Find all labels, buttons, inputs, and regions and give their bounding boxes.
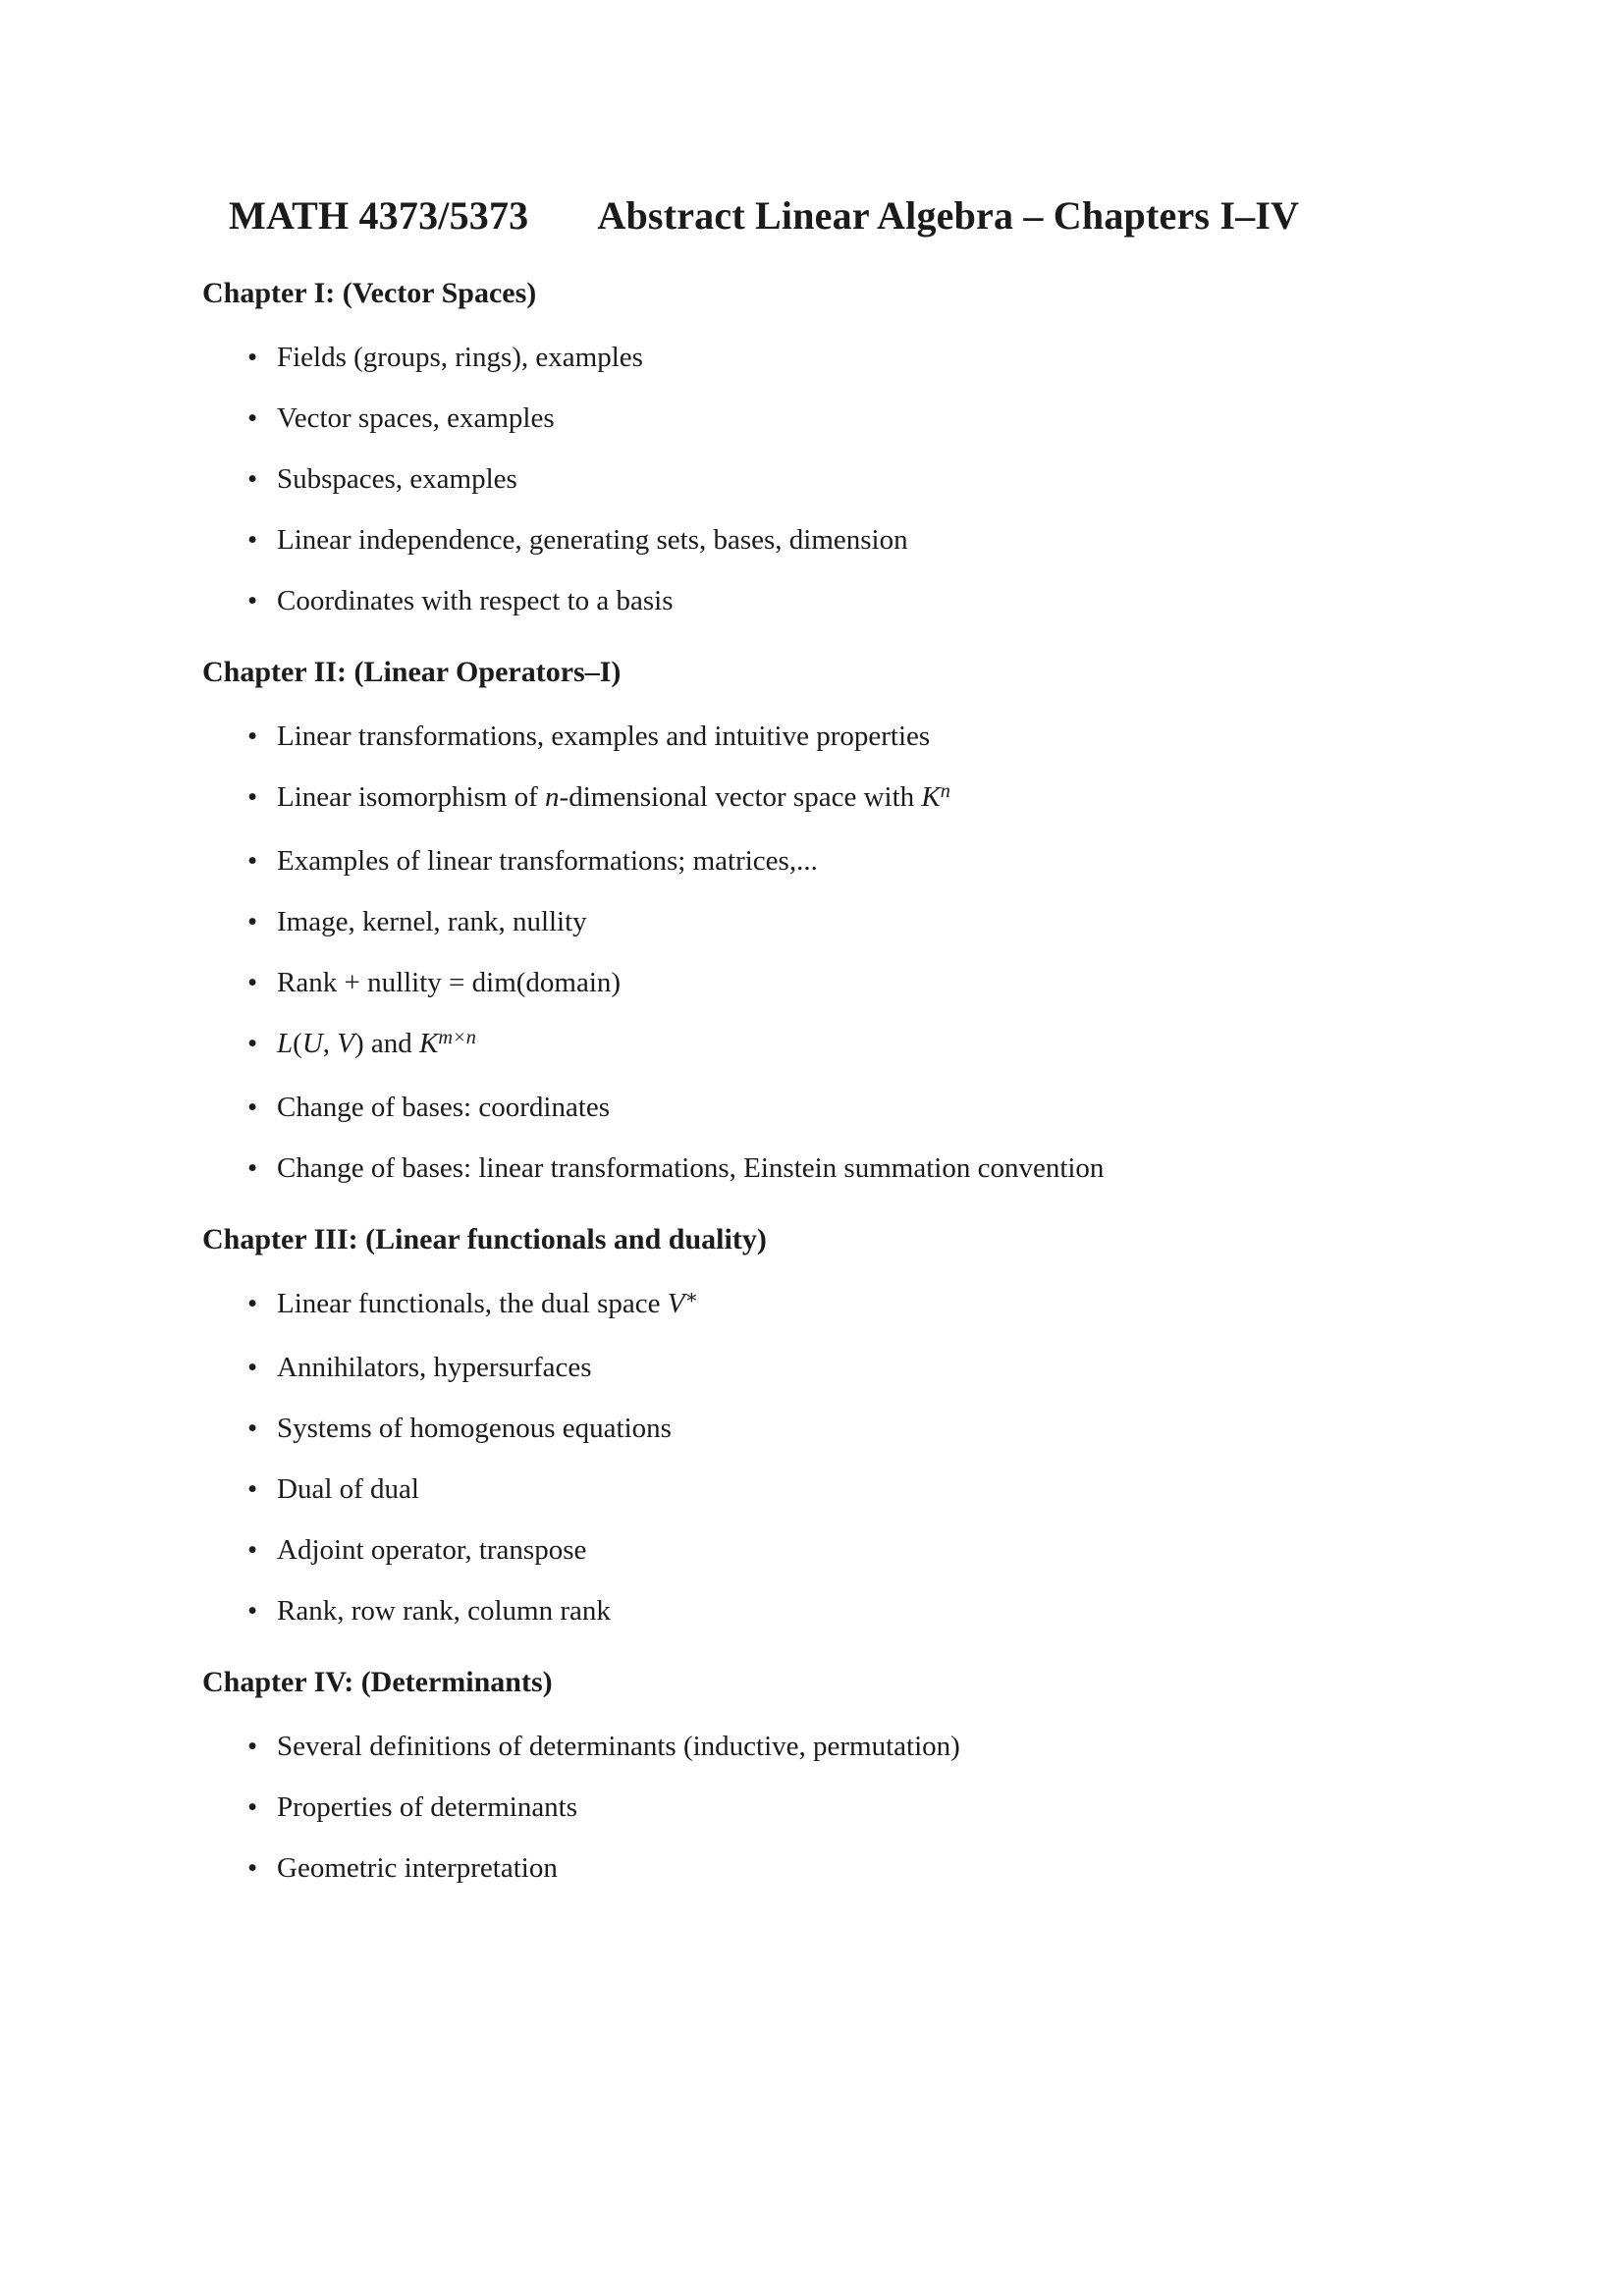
list-item xyxy=(247,905,1477,938)
bullet-list xyxy=(202,1287,1477,1628)
bullet-icon: • xyxy=(247,524,258,556)
document-title xyxy=(229,0,1506,239)
text-run: Annihilators, hypersurfaces xyxy=(277,1352,592,1383)
list-item xyxy=(247,1026,1477,1063)
text-run: Systems of homogenous equations xyxy=(277,1413,672,1444)
chapter-section xyxy=(202,655,1477,1185)
list-item xyxy=(247,523,1477,557)
list-item xyxy=(247,1851,1477,1885)
text-run: Change of bases: linear transformations, Einstein summation convention xyxy=(277,1152,1105,1184)
text-run: Rank + nullity = dim(domain) xyxy=(277,967,622,998)
text-run: Fields (groups, rings), examples xyxy=(277,342,643,373)
bullet-icon: • xyxy=(247,1152,258,1184)
bullet-icon: • xyxy=(247,1852,258,1884)
text-run: Dual of dual xyxy=(277,1473,419,1505)
bullet-icon: • xyxy=(247,463,258,495)
list-item xyxy=(247,779,1477,817)
list-item xyxy=(247,1151,1477,1185)
text-run: ) and xyxy=(353,1028,420,1059)
text-run: Change of bases: coordinates xyxy=(277,1092,611,1123)
chapter-heading: Chapter IV: (Determinants) xyxy=(202,1666,553,1698)
list-item xyxy=(247,341,1477,374)
list-item xyxy=(247,1351,1477,1384)
text-run: Linear functionals, the dual space xyxy=(277,1288,668,1319)
list-item xyxy=(247,462,1477,496)
bullet-icon: • xyxy=(247,781,258,813)
text-run: n xyxy=(940,779,950,802)
bullet-icon: • xyxy=(247,906,258,937)
bullet-icon: • xyxy=(247,342,258,373)
chapter-section xyxy=(202,1665,1477,1885)
course-code: MATH 4373/5373 xyxy=(229,193,529,238)
list-item xyxy=(247,966,1477,999)
text-run: Vector spaces, examples xyxy=(277,402,555,434)
list-item xyxy=(247,401,1477,435)
text-run: Linear isomorphism of xyxy=(277,781,546,813)
text-run: Linear transformations, examples and intuitive properties xyxy=(277,721,931,752)
text-run: , xyxy=(322,1028,338,1059)
text-run: V xyxy=(667,1288,685,1319)
chapter-section xyxy=(202,1222,1477,1628)
list-item xyxy=(247,1472,1477,1506)
bullet-icon: • xyxy=(247,1028,258,1059)
bullet-icon: • xyxy=(247,402,258,434)
chapter-heading: Chapter I: (Vector Spaces) xyxy=(202,277,537,309)
list-item xyxy=(247,1091,1477,1124)
bullet-icon: • xyxy=(247,1595,258,1627)
list-item xyxy=(247,1790,1477,1824)
text-run: Properties of determinants xyxy=(277,1791,578,1823)
chapter-heading: Chapter III: (Linear functionals and duality) xyxy=(202,1223,767,1255)
bullet-icon: • xyxy=(247,1413,258,1444)
list-item xyxy=(247,844,1477,878)
list-item xyxy=(247,584,1477,617)
list-item xyxy=(247,1286,1477,1323)
bullet-list xyxy=(202,1730,1477,1885)
bullet-icon: • xyxy=(247,1731,258,1762)
bullet-icon: • xyxy=(247,845,258,877)
bullet-icon: • xyxy=(247,721,258,752)
text-run: m×n xyxy=(438,1026,476,1048)
bullet-icon: • xyxy=(247,585,258,616)
text-run: Geometric interpretation xyxy=(277,1852,558,1884)
text-run: -dimensional vector space with xyxy=(559,781,922,813)
text-run: Adjoint operator, transpose xyxy=(277,1534,587,1566)
text-run: Subspaces, examples xyxy=(277,463,517,495)
bullet-icon: • xyxy=(247,1473,258,1505)
list-item xyxy=(247,1533,1477,1567)
text-run: Rank, row rank, column rank xyxy=(277,1595,611,1627)
text-run: Linear independence, generating sets, bases, dimension xyxy=(277,524,908,556)
chapters-container xyxy=(202,276,1477,1885)
chapter-section xyxy=(202,276,1477,617)
course-title-text: Abstract Linear Algebra – Chapters I–IV xyxy=(597,193,1300,238)
bullet-list xyxy=(202,341,1477,617)
text-run: Several definitions of determinants (inductive, permutation) xyxy=(277,1731,960,1762)
bullet-icon: • xyxy=(247,1791,258,1823)
list-item xyxy=(247,720,1477,753)
text-run: K xyxy=(921,781,941,813)
bullet-icon: • xyxy=(247,1534,258,1566)
text-run: K xyxy=(419,1028,439,1059)
text-run: L xyxy=(277,1028,294,1059)
list-item xyxy=(247,1412,1477,1445)
text-run: n xyxy=(545,781,560,813)
chapter-heading: Chapter II: (Linear Operators–I) xyxy=(202,656,622,688)
list-item xyxy=(247,1730,1477,1763)
text-run: Coordinates with respect to a basis xyxy=(277,585,674,616)
bullet-icon: • xyxy=(247,1288,258,1319)
text-run: Image, kernel, rank, nullity xyxy=(277,906,587,937)
bullet-list xyxy=(202,720,1477,1185)
text-run: ∗ xyxy=(684,1286,699,1308)
bullet-icon: • xyxy=(247,1092,258,1123)
text-run: U xyxy=(301,1028,323,1059)
bullet-icon: • xyxy=(247,1352,258,1383)
text-run: V xyxy=(337,1028,354,1059)
text-run: Examples of linear transformations; matrices,... xyxy=(277,845,818,877)
text-run: ( xyxy=(293,1028,302,1059)
bullet-icon: • xyxy=(247,967,258,998)
list-item xyxy=(247,1594,1477,1628)
